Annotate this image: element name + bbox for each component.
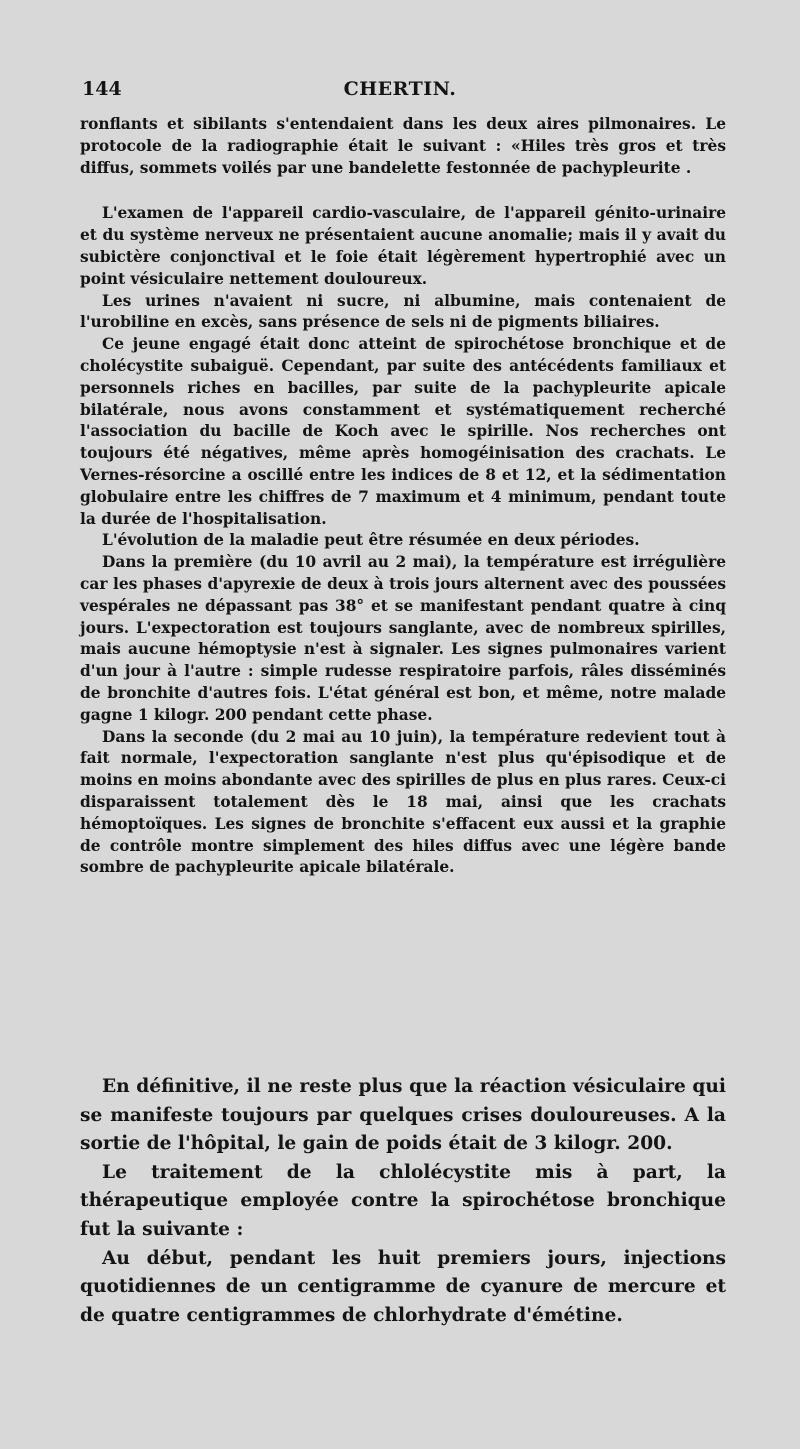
- paragraph: L'examen de l'appareil cardio-vasculaire, de l'appareil génito-urinaire et du système nerveux ne présentaient aucune anomalie; mais il y avait du subictère conjonctival et le foie était légèrement hypertrophié avec un point vésiculaire nettement douloureux.: [80, 204, 726, 288]
- body-text-large: [80, 1073, 726, 1330]
- paragraph: Au début, pendant les huit premiers jours, injections quotidiennes de un centigramme de cyanure de mercure et de quatre centigrammes de chlorhydrate d'émétine.: [80, 1247, 726, 1326]
- paragraph: Les urines n'avaient ni sucre, ni albumine, mais contenaient de l'urobiline en excès, sans présence de sels ni de pigments biliaires.: [80, 291, 726, 332]
- paragraph: Dans la seconde (du 2 mai au 10 juin), la température redevient tout à fait normale, l'expectoration sanglante n'est plus qu'épisodique et de moins en moins abondante avec des spirilles de plus en plus rares. Ceux-ci disparaissent totalement dès le 18 mai, ainsi que les crachats hémoptoïques. Les signes de bronchite s'effacent eux aussi et la graphie de contrôle montre simplement des hiles diffus avec une légère bande sombre de pachypleurite apicale bilatérale.: [80, 727, 726, 877]
- paragraph: En définitive, il ne reste plus que la réaction vésiculaire qui se manifeste toujours par quelques crises douloureuses. A la sortie de l'hôpital, le gain de poids était de 3 kilogr. 200.: [80, 1076, 726, 1155]
- paragraph: ronflants et sibilants s'entendaient dans les deux aires pilmonaires. Le protocole de la radiographie était le suivant : «Hiles très gros et très diffus, sommets voilés par une bandelette festonnée de pachypleurite .: [80, 115, 726, 177]
- page-number: 144: [82, 78, 122, 100]
- paragraph: Dans la première (du 10 avril au 2 mai), la température est irrégulière car les phases d'apyrexie de deux à trois jours alternent avec des poussées vespérales ne dépassant pas 38° et se manifestant pendant quatre à cinq jours. L'expectoration est toujours sanglante, avec de nombreux spirilles, mais aucune hémoptysie n'est à signaler. Les signes pulmonaires varient d'un jour à l'autre : simple rudesse respiratoire parfois, râles disséminés de bronchite d'autres fois. L'état général est bon, et même, notre malade gagne 1 kilogr. 200 pendant cette phase.: [80, 553, 726, 724]
- paragraph: Le traitement de la chlolécystite mis à part, la thérapeutique employée contre la spirochétose bronchique fut la suivante :: [80, 1161, 726, 1240]
- running-head: CHERTIN.: [343, 78, 457, 100]
- paragraph: L'évolution de la maladie peut être résumée en deux périodes.: [102, 531, 640, 550]
- body-text-small: [80, 114, 726, 879]
- paragraph: Ce jeune engagé était donc atteint de spirochétose bronchique et de cholécystite subaiguë. Cependant, par suite des antécédents familiaux et personnels riches en bacilles, par suite de la pachypleurite apicale bilatérale, nous avons constamment et systématiquement recherché l'association du bacille de Koch avec le spirille. Nos recherches ont toujours été négatives, même après homogéinisation des crachats. Le Vernes-résorcine a oscillé entre les indices de 8 et 12, et la sédimentation globulaire entre les chiffres de 7 maximum et 4 minimum, pendant toute la durée de l'hospitalisation.: [80, 335, 726, 528]
- page-header: [82, 78, 718, 106]
